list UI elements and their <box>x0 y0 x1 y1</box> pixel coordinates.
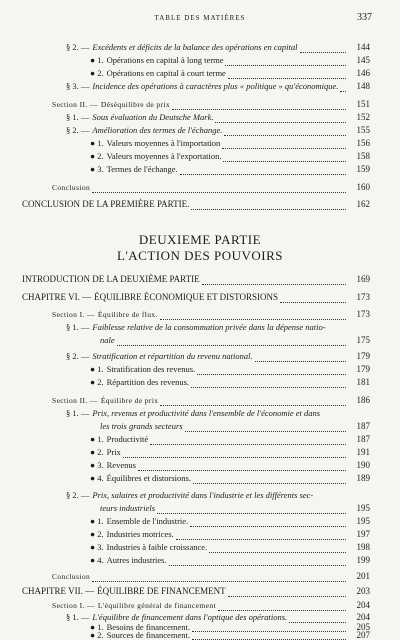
leader-dots <box>280 293 346 303</box>
leader-dots <box>228 587 346 597</box>
toc-entry[interactable] <box>90 541 370 554</box>
leader-dots <box>228 69 346 79</box>
entry-label: Termes de l'échange. <box>106 164 178 174</box>
toc-entry[interactable] <box>22 273 370 286</box>
entry-label: INTRODUCTION DE LA DEUXIÈME PARTIE <box>22 274 200 284</box>
entry-number: CHAPITRE VII. — <box>22 586 95 596</box>
entry-page: 205 <box>356 622 370 632</box>
toc-entry[interactable] <box>66 124 370 137</box>
entry-number: § 2. — <box>66 490 90 500</box>
leader-dots <box>123 448 346 458</box>
leader-dots <box>150 435 346 445</box>
entry-number: Section II. — <box>52 396 98 405</box>
entry-label: Équilibre de flux. <box>97 310 158 319</box>
entry-number: § 1. — <box>66 322 90 332</box>
entry-number: Section II. — <box>52 100 98 109</box>
toc-entry[interactable] <box>90 472 370 485</box>
entry-page: 187 <box>356 434 370 444</box>
leader-dots <box>138 461 346 471</box>
leader-dots <box>169 556 346 566</box>
toc-entry-continuation[interactable] <box>100 420 370 433</box>
leader-dots <box>224 126 346 136</box>
entry-page: 198 <box>356 542 370 552</box>
leader-dots <box>193 474 346 484</box>
entry-label: Équilibre de prix <box>100 396 159 405</box>
entry-page: 160 <box>356 182 370 192</box>
part-title: DEUXIEME PARTIE <box>138 232 262 247</box>
entry-label: CONCLUSION DE LA PREMIÈRE PARTIE. <box>22 199 190 209</box>
entry-number: § 2. — <box>66 42 90 52</box>
entry-page: 190 <box>356 460 370 470</box>
entry-page: 179 <box>356 351 370 361</box>
leader-dots <box>255 352 346 362</box>
leader-dots <box>289 613 346 623</box>
leader-dots <box>185 422 346 432</box>
entry-number: ● 3. <box>90 164 104 174</box>
leader-dots <box>160 310 346 320</box>
part-subtitle: L'ACTION DES POUVOIRS <box>117 248 283 263</box>
toc-entry[interactable] <box>66 350 370 363</box>
entry-label: L'équilibre de financement dans l'optique des opérations. <box>92 612 288 622</box>
toc-entry[interactable] <box>90 433 370 446</box>
leader-dots <box>202 275 346 285</box>
toc-entry[interactable] <box>52 181 370 194</box>
entry-label: Conclusion <box>52 572 91 581</box>
entry-page: 175 <box>356 335 370 345</box>
entry-label: Amélioration des termes de l'échange. <box>92 125 223 135</box>
entry-page: 204 <box>356 612 370 622</box>
entry-number: ● 2. <box>90 68 104 78</box>
leader-dots <box>192 630 346 640</box>
toc-entry[interactable] <box>90 54 370 67</box>
leader-dots <box>191 200 346 210</box>
entry-label: Industries à faible croissance. <box>106 542 208 552</box>
entry-page: 144 <box>356 42 370 52</box>
entry-number: ● 2. <box>90 630 104 640</box>
leader-dots <box>340 82 346 92</box>
entry-page: 151 <box>356 99 370 109</box>
toc-entry[interactable] <box>66 111 370 124</box>
entry-number: ● 3. <box>90 542 104 552</box>
entry-label: L'équilibre général de financement <box>97 601 216 610</box>
entry-label: ÉQUILIBRE ÉCONOMIQUE ET DISTORSIONS <box>94 292 279 302</box>
leader-dots <box>300 43 347 53</box>
toc-entry-continuation[interactable] <box>100 334 370 347</box>
entry-number: ● 1. <box>90 434 104 444</box>
entry-label: Opérations en capital à court terme <box>106 68 226 78</box>
entry-page: 159 <box>356 164 370 174</box>
toc-entry[interactable] <box>66 407 370 420</box>
entry-label: Stratification des revenus. <box>106 364 196 374</box>
entry-page: 203 <box>356 586 370 596</box>
toc-entry[interactable] <box>66 80 370 93</box>
toc-entry[interactable] <box>90 163 370 176</box>
entry-number: ● 2. <box>90 377 104 387</box>
entry-label: Autres industries. <box>106 555 167 565</box>
entry-page: 195 <box>356 503 370 513</box>
toc-entry[interactable] <box>22 291 370 304</box>
toc-entry-continuation[interactable] <box>100 502 370 515</box>
toc-entry[interactable] <box>66 321 370 334</box>
entry-page: 201 <box>356 571 370 581</box>
entry-page: 162 <box>356 199 370 209</box>
entry-page: 158 <box>356 151 370 161</box>
toc-entry[interactable] <box>22 198 370 211</box>
leader-dots <box>172 100 346 110</box>
toc-entry[interactable] <box>90 150 370 163</box>
toc-entry[interactable] <box>90 67 370 80</box>
entry-number: § 1. — <box>66 612 90 622</box>
entry-number: ● 1. <box>90 364 104 374</box>
leader-dots <box>215 113 346 123</box>
entry-page: 207 <box>356 630 370 640</box>
leader-dots <box>157 504 346 514</box>
entry-continuation: teurs industriels <box>100 503 156 513</box>
leader-dots <box>176 530 346 540</box>
leader-dots <box>117 336 346 346</box>
toc-entry[interactable] <box>66 489 370 502</box>
toc-entry[interactable] <box>90 528 370 541</box>
entry-page: 146 <box>356 68 370 78</box>
entry-number: § 1. — <box>66 408 90 418</box>
entry-page: 181 <box>356 377 370 387</box>
entry-page: 187 <box>356 421 370 431</box>
entry-label: Ensemble de l'industrie. <box>106 516 189 526</box>
entry-number: § 2. — <box>66 125 90 135</box>
leader-dots <box>209 543 346 553</box>
entry-page: 156 <box>356 138 370 148</box>
toc-entry[interactable] <box>66 41 370 54</box>
leader-dots <box>180 165 346 175</box>
entry-page: 197 <box>356 529 370 539</box>
entry-label: Déséquilibre de prix <box>100 100 171 109</box>
entry-label: Stratification et répartition du revenu national. <box>92 351 253 361</box>
toc-entry[interactable] <box>52 394 370 407</box>
entry-number: ● 1. <box>90 55 104 65</box>
entry-number: Section I. — <box>52 310 95 319</box>
entry-continuation: nale <box>100 335 115 345</box>
toc-entry[interactable] <box>90 459 370 472</box>
entry-label: Équilibres et distorsions. <box>106 473 191 483</box>
entry-number: § 1. — <box>66 112 90 122</box>
toc-entry[interactable] <box>90 137 370 150</box>
entry-number: ● 2. <box>90 529 104 539</box>
entry-page: 152 <box>356 112 370 122</box>
page-number: 337 <box>357 12 372 23</box>
entry-label: Prix <box>106 447 121 457</box>
entry-continuation: les trois grands secteurs <box>100 421 183 431</box>
entry-label: Sources de financement. <box>106 630 190 640</box>
entry-number: ● 1. <box>90 622 104 632</box>
entry-number: ● 4. <box>90 473 104 483</box>
entry-page: 169 <box>356 274 370 284</box>
entry-page: 145 <box>356 55 370 65</box>
entry-number: ● 2. <box>90 151 104 161</box>
entry-number: ● 3. <box>90 460 104 470</box>
entry-label: Répartition des revenus. <box>106 377 190 387</box>
leader-dots <box>92 183 346 193</box>
entry-number: § 2. — <box>66 351 90 361</box>
toc-entry[interactable] <box>90 630 370 640</box>
running-title: TABLE DES MATIÈRES <box>154 14 246 22</box>
entry-page: 155 <box>356 125 370 135</box>
entry-label: Opérations en capital à long terme <box>106 55 224 65</box>
entry-label: Excédents et déficits de la balance des opérations en capital <box>92 42 298 52</box>
entry-page: 189 <box>356 473 370 483</box>
entry-label: ÉQUILIBRE DE FINANCEMENT <box>97 586 226 596</box>
entry-number: ● 1. <box>90 138 104 148</box>
leader-dots <box>197 365 346 375</box>
toc-entry[interactable] <box>90 515 370 528</box>
entry-label: Faiblesse relative de la consommation privée dans la dépense natio- <box>92 322 326 332</box>
entry-label: Sous évaluation du Deutsche Mark. <box>92 112 214 122</box>
toc-entry[interactable] <box>90 554 370 567</box>
toc-entry[interactable] <box>52 98 370 111</box>
toc-entry[interactable] <box>90 363 370 376</box>
entry-label: Valeurs moyennes à l'exportation. <box>106 151 222 161</box>
toc-entry[interactable] <box>90 446 370 459</box>
toc-entry[interactable] <box>52 570 370 583</box>
entry-page: 179 <box>356 364 370 374</box>
leader-dots <box>223 152 346 162</box>
entry-label: Industries motrices. <box>106 529 174 539</box>
leader-dots <box>160 396 346 406</box>
entry-page: 204 <box>356 600 370 610</box>
toc-entry[interactable] <box>52 308 370 321</box>
entry-page: 148 <box>356 81 370 91</box>
leader-dots <box>218 601 346 611</box>
entry-number: ● 1. <box>90 516 104 526</box>
toc-entry[interactable] <box>22 585 370 598</box>
entry-page: 173 <box>356 292 370 302</box>
leader-dots <box>225 56 346 66</box>
toc-entry[interactable] <box>90 376 370 389</box>
entry-number: ● 4. <box>90 555 104 565</box>
entry-number: CHAPITRE VI. — <box>22 292 92 302</box>
leader-dots <box>92 572 346 582</box>
entry-number: ● 2. <box>90 447 104 457</box>
entry-label: Besoins de financement. <box>106 622 190 632</box>
entry-number: Section I. — <box>52 601 95 610</box>
leader-dots <box>190 517 346 527</box>
entry-label: Prix, revenus et productivité dans l'ensemble de l'économie et dans <box>92 408 321 418</box>
entry-page: 199 <box>356 555 370 565</box>
leader-dots <box>222 139 346 149</box>
entry-label: Conclusion <box>52 183 91 192</box>
entry-page: 195 <box>356 516 370 526</box>
entry-label: Incidence des opérations à caractères plus « politique » qu'économique. <box>92 81 339 91</box>
entry-number: § 3. — <box>66 81 90 91</box>
entry-page: 191 <box>356 447 370 457</box>
entry-label: Productivité <box>106 434 149 444</box>
entry-label: Valeurs moyennes à l'importation <box>106 138 221 148</box>
entry-page: 186 <box>356 395 370 405</box>
entry-page: 173 <box>356 309 370 319</box>
entry-label: Revenus <box>106 460 136 470</box>
leader-dots <box>191 378 346 388</box>
entry-label: Prix, salaires et productivité dans l'industrie et les différents sec- <box>92 490 314 500</box>
